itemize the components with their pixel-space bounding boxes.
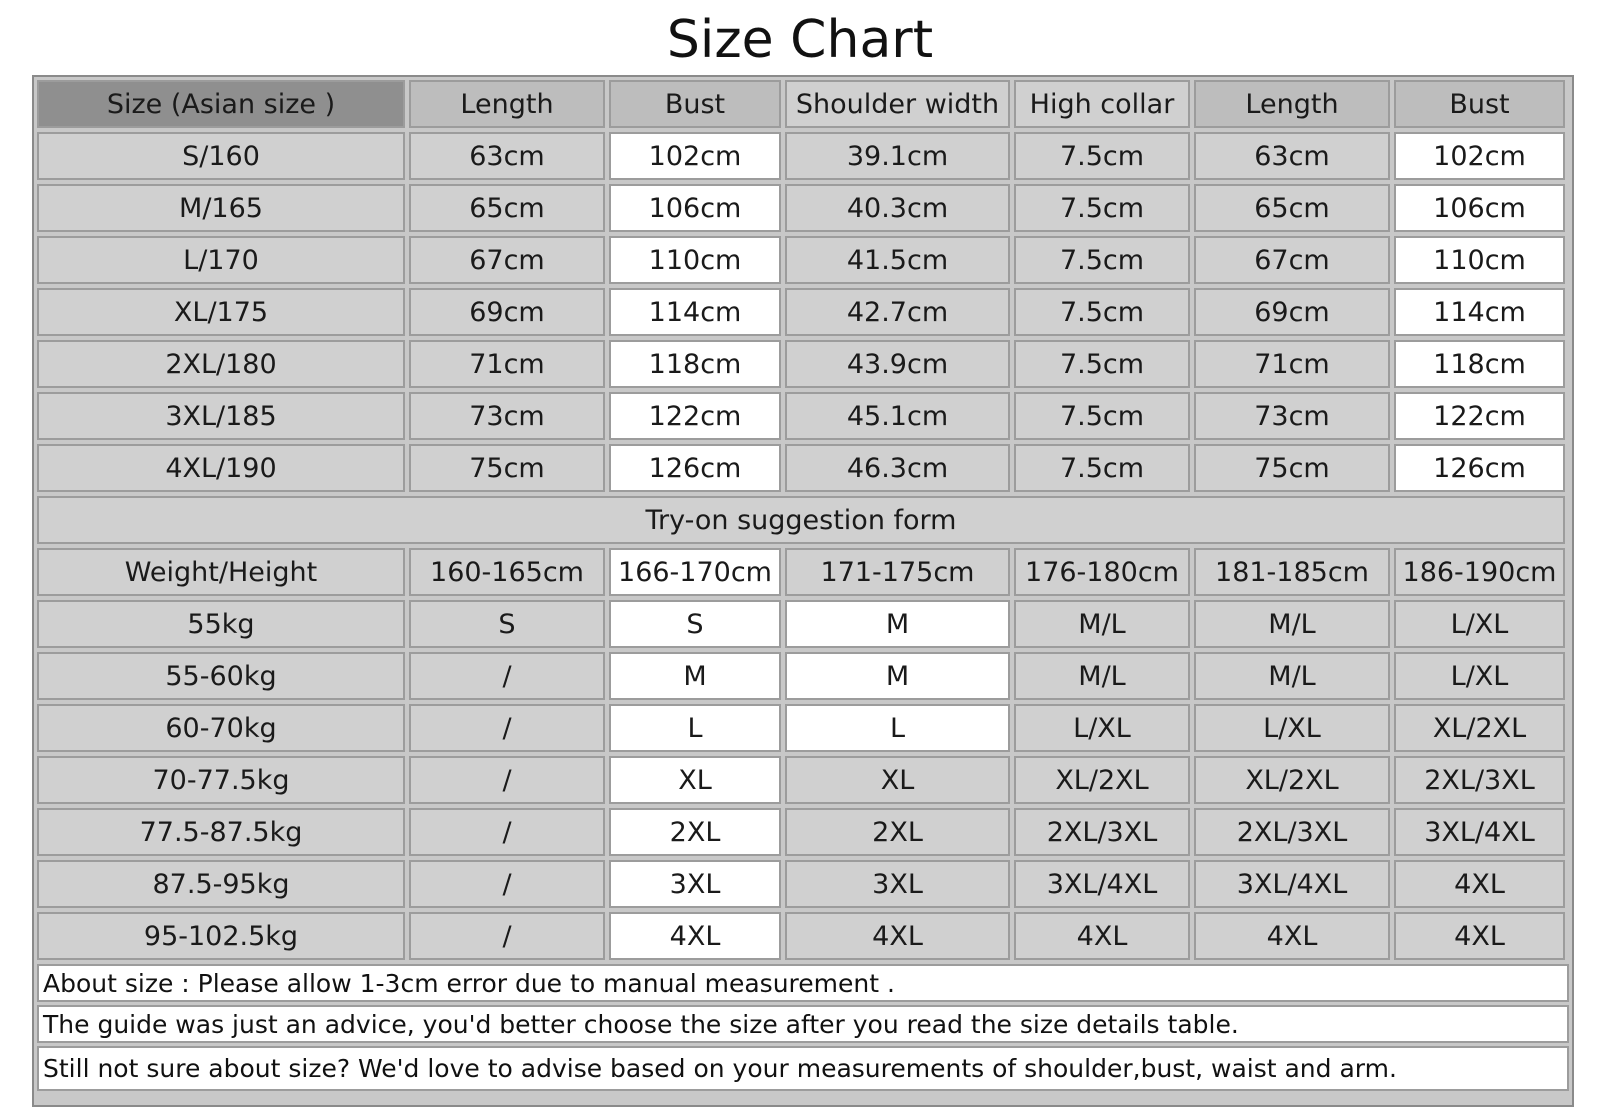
size-header-cell: Bust bbox=[1394, 80, 1565, 128]
size-header-cell: Shoulder width bbox=[785, 80, 1010, 128]
tryon-header-cell: 171-175cm bbox=[785, 548, 1010, 596]
suggested-size-cell: 4XL bbox=[1014, 912, 1190, 960]
suggested-size-cell: XL/2XL bbox=[1194, 756, 1390, 804]
suggested-size-cell: / bbox=[409, 756, 605, 804]
suggested-size-cell: XL/2XL bbox=[1394, 704, 1565, 752]
size-value-cell: 106cm bbox=[609, 184, 781, 232]
size-value-cell: 75cm bbox=[1194, 444, 1390, 492]
note-measurement-error: About size : Please allow 1-3cm error due to manual measurement . bbox=[37, 964, 1569, 1002]
size-label-cell: M/165 bbox=[37, 184, 405, 232]
size-value-cell: 63cm bbox=[409, 132, 605, 180]
size-value-cell: 118cm bbox=[609, 340, 781, 388]
size-header-cell: Length bbox=[409, 80, 605, 128]
suggested-size-cell: 4XL bbox=[1394, 860, 1565, 908]
suggested-size-cell: M bbox=[609, 652, 781, 700]
size-value-cell: 67cm bbox=[1194, 236, 1390, 284]
size-chart-table bbox=[32, 75, 1574, 1107]
tryon-header-cell: 181-185cm bbox=[1194, 548, 1390, 596]
page-title: Size Chart bbox=[666, 10, 934, 70]
size-value-cell: 65cm bbox=[1194, 184, 1390, 232]
suggested-size-cell: / bbox=[409, 704, 605, 752]
size-value-cell: 69cm bbox=[409, 288, 605, 336]
suggested-size-cell: / bbox=[409, 912, 605, 960]
size-value-cell: 7.5cm bbox=[1014, 340, 1190, 388]
suggested-size-cell: M bbox=[785, 600, 1010, 648]
size-value-cell: 65cm bbox=[409, 184, 605, 232]
tryon-header-cell: 160-165cm bbox=[409, 548, 605, 596]
size-value-cell: 69cm bbox=[1194, 288, 1390, 336]
suggested-size-cell: 3XL bbox=[785, 860, 1010, 908]
tryon-header-cell: Weight/Height bbox=[37, 548, 405, 596]
size-value-cell: 110cm bbox=[1394, 236, 1565, 284]
suggested-size-cell: 2XL/3XL bbox=[1194, 808, 1390, 856]
size-value-cell: 73cm bbox=[1194, 392, 1390, 440]
size-value-cell: 41.5cm bbox=[785, 236, 1010, 284]
weight-label-cell: 60-70kg bbox=[37, 704, 405, 752]
suggested-size-cell: S bbox=[609, 600, 781, 648]
suggested-size-cell: M bbox=[785, 652, 1010, 700]
size-value-cell: 67cm bbox=[409, 236, 605, 284]
suggested-size-cell: L bbox=[785, 704, 1010, 752]
size-value-cell: 126cm bbox=[609, 444, 781, 492]
size-value-cell: 7.5cm bbox=[1014, 444, 1190, 492]
suggested-size-cell: M/L bbox=[1194, 600, 1390, 648]
suggested-size-cell: 3XL/4XL bbox=[1014, 860, 1190, 908]
suggested-size-cell: L/XL bbox=[1394, 652, 1565, 700]
size-value-cell: 114cm bbox=[609, 288, 781, 336]
suggested-size-cell: L bbox=[609, 704, 781, 752]
suggested-size-cell: S bbox=[409, 600, 605, 648]
size-value-cell: 45.1cm bbox=[785, 392, 1010, 440]
size-value-cell: 7.5cm bbox=[1014, 184, 1190, 232]
size-value-cell: 122cm bbox=[609, 392, 781, 440]
size-value-cell: 42.7cm bbox=[785, 288, 1010, 336]
weight-label-cell: 70-77.5kg bbox=[37, 756, 405, 804]
tryon-title: Try-on suggestion form bbox=[37, 496, 1565, 544]
size-grid bbox=[37, 80, 1569, 960]
suggested-size-cell: 4XL bbox=[1394, 912, 1565, 960]
size-header-cell: Length bbox=[1194, 80, 1390, 128]
tryon-header-cell: 176-180cm bbox=[1014, 548, 1190, 596]
size-value-cell: 63cm bbox=[1194, 132, 1390, 180]
suggested-size-cell: L/XL bbox=[1194, 704, 1390, 752]
suggested-size-cell: XL/2XL bbox=[1014, 756, 1190, 804]
suggested-size-cell: M/L bbox=[1194, 652, 1390, 700]
suggested-size-cell: / bbox=[409, 652, 605, 700]
suggested-size-cell: 3XL bbox=[609, 860, 781, 908]
size-value-cell: 118cm bbox=[1394, 340, 1565, 388]
suggested-size-cell: 2XL/3XL bbox=[1394, 756, 1565, 804]
suggested-size-cell: L/XL bbox=[1014, 704, 1190, 752]
suggested-size-cell: XL bbox=[609, 756, 781, 804]
size-label-cell: XL/175 bbox=[37, 288, 405, 336]
suggested-size-cell: 4XL bbox=[609, 912, 781, 960]
size-value-cell: 39.1cm bbox=[785, 132, 1010, 180]
suggested-size-cell: 2XL bbox=[609, 808, 781, 856]
size-value-cell: 122cm bbox=[1394, 392, 1565, 440]
weight-label-cell: 87.5-95kg bbox=[37, 860, 405, 908]
weight-label-cell: 77.5-87.5kg bbox=[37, 808, 405, 856]
weight-label-cell: 55kg bbox=[37, 600, 405, 648]
suggested-size-cell: / bbox=[409, 860, 605, 908]
size-value-cell: 102cm bbox=[1394, 132, 1565, 180]
note-contact-advice: Still not sure about size? We'd love to advise based on your measurements of shoulder,bust, waist and arm. bbox=[37, 1046, 1569, 1091]
size-label-cell: 2XL/180 bbox=[37, 340, 405, 388]
size-value-cell: 73cm bbox=[409, 392, 605, 440]
suggested-size-cell: M/L bbox=[1014, 652, 1190, 700]
size-label-cell: S/160 bbox=[37, 132, 405, 180]
size-value-cell: 46.3cm bbox=[785, 444, 1010, 492]
weight-label-cell: 55-60kg bbox=[37, 652, 405, 700]
size-value-cell: 75cm bbox=[409, 444, 605, 492]
size-value-cell: 126cm bbox=[1394, 444, 1565, 492]
size-label-cell: 3XL/185 bbox=[37, 392, 405, 440]
tryon-header-cell: 166-170cm bbox=[609, 548, 781, 596]
weight-label-cell: 95-102.5kg bbox=[37, 912, 405, 960]
size-value-cell: 71cm bbox=[1194, 340, 1390, 388]
suggested-size-cell: L/XL bbox=[1394, 600, 1565, 648]
size-value-cell: 7.5cm bbox=[1014, 236, 1190, 284]
suggested-size-cell: 4XL bbox=[785, 912, 1010, 960]
size-value-cell: 110cm bbox=[609, 236, 781, 284]
size-value-cell: 40.3cm bbox=[785, 184, 1010, 232]
size-value-cell: 7.5cm bbox=[1014, 392, 1190, 440]
size-label-cell: L/170 bbox=[37, 236, 405, 284]
size-value-cell: 43.9cm bbox=[785, 340, 1010, 388]
size-header-cell: Bust bbox=[609, 80, 781, 128]
suggested-size-cell: 3XL/4XL bbox=[1394, 808, 1565, 856]
size-value-cell: 102cm bbox=[609, 132, 781, 180]
suggested-size-cell: / bbox=[409, 808, 605, 856]
tryon-header-cell: 186-190cm bbox=[1394, 548, 1565, 596]
size-value-cell: 71cm bbox=[409, 340, 605, 388]
suggested-size-cell: 2XL/3XL bbox=[1014, 808, 1190, 856]
size-header-cell: Size (Asian size ) bbox=[37, 80, 405, 128]
size-value-cell: 114cm bbox=[1394, 288, 1565, 336]
suggested-size-cell: 2XL bbox=[785, 808, 1010, 856]
size-value-cell: 106cm bbox=[1394, 184, 1565, 232]
size-header-cell: High collar bbox=[1014, 80, 1190, 128]
suggested-size-cell: M/L bbox=[1014, 600, 1190, 648]
size-value-cell: 7.5cm bbox=[1014, 132, 1190, 180]
note-guide-advice: The guide was just an advice, you'd better choose the size after you read the size details table. bbox=[37, 1005, 1569, 1043]
size-label-cell: 4XL/190 bbox=[37, 444, 405, 492]
suggested-size-cell: 3XL/4XL bbox=[1194, 860, 1390, 908]
size-value-cell: 7.5cm bbox=[1014, 288, 1190, 336]
suggested-size-cell: 4XL bbox=[1194, 912, 1390, 960]
suggested-size-cell: XL bbox=[785, 756, 1010, 804]
notes-section bbox=[37, 964, 1569, 1091]
